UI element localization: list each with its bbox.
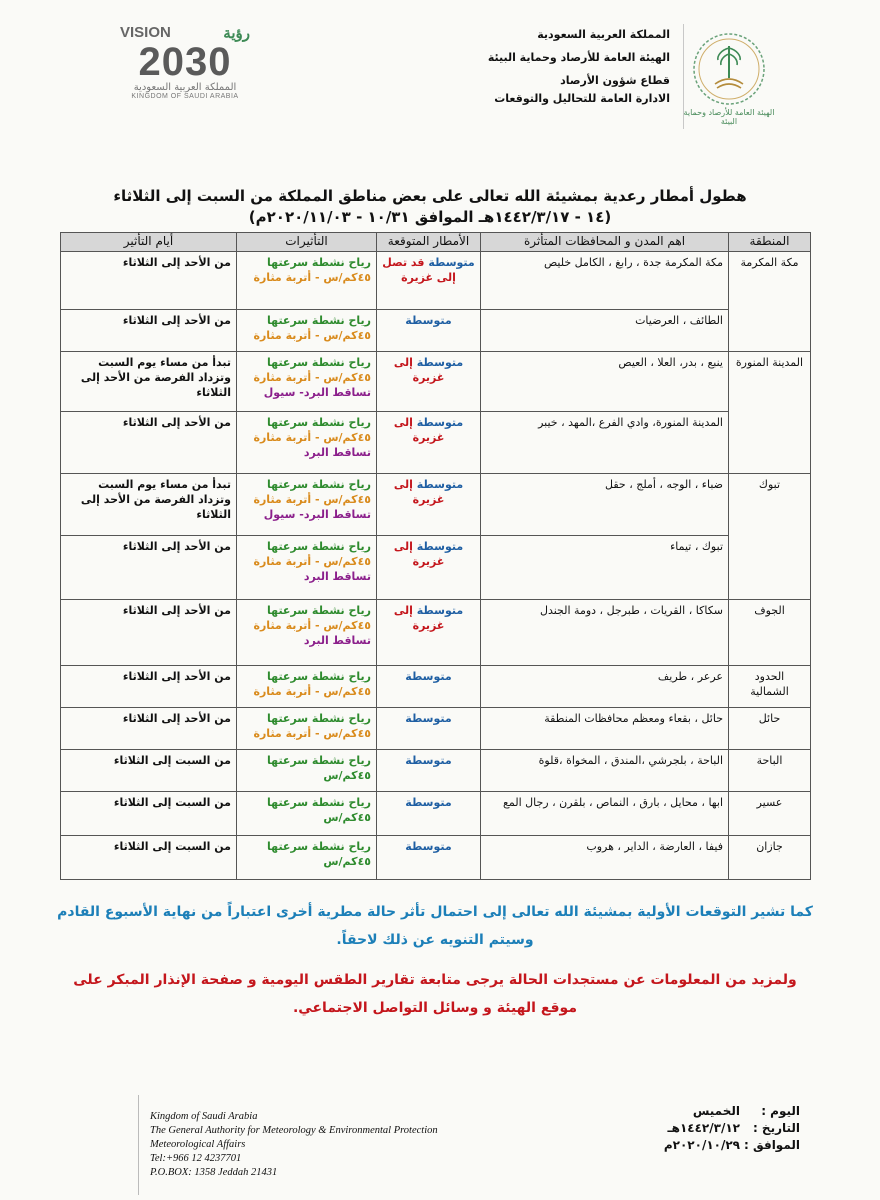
region-cell: الحدود الشمالية [729, 666, 811, 708]
effects-cell: رياح نشطة سرعتها ٤٥كم/س [237, 836, 377, 880]
footer-phone: Tel:+966 12 4237701 [150, 1153, 242, 1164]
rain-cell: متوسطة إلى غزيرة [377, 600, 481, 666]
table-row [61, 352, 811, 412]
header-region: المنطقة [729, 233, 811, 252]
rain-cell: متوسطة [377, 792, 481, 836]
date-value: ١٤٤٢/٣/١٢هـ [667, 1121, 740, 1135]
day-label: اليوم : [761, 1104, 800, 1118]
table-row [61, 666, 811, 708]
rain-cell: متوسطة [377, 750, 481, 792]
cities-cell: ينبع ، بدر، العلا ، العيص [481, 352, 729, 412]
cities-cell: حائل ، بقعاء ومعظم محافظات المنطقة [481, 708, 729, 750]
vision-year: 2030 [138, 40, 232, 84]
effects-cell: رياح نشطة سرعتها ٤٥كم/س - أتربة مثارة تساقط البرد [237, 536, 377, 600]
region-cell: الباحة [729, 750, 811, 792]
cities-cell: ضباء ، الوجه ، أملج ، حقل [481, 474, 729, 536]
days-cell: من الأحد إلى الثلاثاء [61, 600, 237, 666]
org-line: الهيئة العامة للأرصاد وحماية البيئة [487, 51, 670, 64]
effects-cell: رياح نشطة سرعتها ٤٥كم/س - أتربة مثارة تساقط البرد [237, 600, 377, 666]
page-title: هطول أمطار رعدية بمشيئة الله تعالى على بعض مناطق المملكة من السبت إلى الثلاثاء [113, 187, 747, 205]
region-cell: جازان [729, 836, 811, 880]
forecast-table [60, 232, 811, 880]
org-line: المملكة العربية السعودية [537, 28, 670, 41]
greg-value: ٢٠٢٠/١٠/٢٩م [663, 1138, 740, 1152]
days-cell: من السبت إلى الثلاثاء [61, 792, 237, 836]
table-row [61, 792, 811, 836]
region-cell: حائل [729, 708, 811, 750]
effects-cell: رياح نشطة سرعتها ٤٥كم/س - أتربة مثارة تساقط البرد- سيول [237, 352, 377, 412]
effects-cell: رياح نشطة سرعتها ٤٥كم/س - أتربة مثارة تساقط البرد- سيول [237, 474, 377, 536]
days-cell: من الأحد إلى الثلاثاء [61, 708, 237, 750]
pme-logo-icon [690, 30, 768, 108]
vision-word-ar: رؤية [223, 25, 250, 42]
forecast-note: كما تشير التوقعات الأولية بمشيئة الله تعالى إلى احتمال تأثر حالة مطرية أخرى اعتباراً من نهاية الأسبوع القادم وسيتم التنويه عن ذلك لاحقاً. [57, 904, 813, 948]
day-value: الخميس [692, 1104, 740, 1118]
effects-cell: رياح نشطة سرعتها ٤٥كم/س [237, 792, 377, 836]
cities-cell: مكة المكرمة جدة ، رابغ ، الكامل خليص [481, 252, 729, 310]
region-cell: مكة المكرمة [729, 252, 811, 352]
effects-cell: رياح نشطة سرعتها ٤٥كم/س - أتربة مثارة [237, 666, 377, 708]
cities-cell: المدينة المنورة، وادي الفرع ،المهد ، خيبر [481, 412, 729, 474]
greg-label: الموافق : [744, 1138, 800, 1152]
footer-date-block [620, 1103, 800, 1154]
effects-cell: رياح نشطة سرعتها ٤٥كم/س [237, 750, 377, 792]
days-cell: من السبت إلى الثلاثاء [61, 836, 237, 880]
header-cities: اهم المدن و المحافظات المتأثرة [481, 233, 729, 252]
days-cell: من السبت إلى الثلاثاء [61, 750, 237, 792]
footer-contact [150, 1110, 438, 1180]
days-cell: تبدأ من مساء يوم السبت وتزداد الفرصة من الأحد إلى الثلاثاء [61, 474, 237, 536]
region-cell: تبوك [729, 474, 811, 600]
rain-cell: متوسطة إلى غزيرة [377, 352, 481, 412]
footer-line: Kingdom of Saudi Arabia [150, 1111, 258, 1122]
table-row [61, 750, 811, 792]
cities-cell: عرعر ، طريف [481, 666, 729, 708]
days-cell: من الأحد إلى الثلاثاء [61, 536, 237, 600]
date-label: التاريخ : [752, 1121, 800, 1135]
footer-pobox: P.O.BOX: 1358 Jeddah 21431 [150, 1167, 278, 1178]
table-row [61, 474, 811, 536]
vision-2030-logo [120, 24, 250, 100]
vision-subtitle-ar: المملكة العربية السعودية [133, 82, 237, 93]
effects-cell: رياح نشطة سرعتها ٤٥كم/س - أتربة مثارة [237, 708, 377, 750]
rain-cell: متوسطة [377, 836, 481, 880]
table-row [61, 412, 811, 474]
cities-cell: سكاكا ، القريات ، طبرجل ، دومة الجندل [481, 600, 729, 666]
footer-divider [138, 1095, 139, 1195]
rain-cell: متوسطة قد تصل إلى غزيرة [377, 252, 481, 310]
rain-cell: متوسطة [377, 310, 481, 352]
table-row [61, 708, 811, 750]
days-cell: من الأحد إلى الثلاثاء [61, 310, 237, 352]
cities-cell: الطائف ، العرضيات [481, 310, 729, 352]
table-row [61, 536, 811, 600]
rain-cell: متوسطة إلى غزيرة [377, 412, 481, 474]
region-cell: الجوف [729, 600, 811, 666]
days-cell: تبدأ من مساء يوم السبت وتزداد الفرصة من الأحد إلى الثلاثاء [61, 352, 237, 412]
cities-cell: فيفا ، العارضة ، الداير ، هروب [481, 836, 729, 880]
cities-cell: تبوك ، تيماء [481, 536, 729, 600]
cities-cell: ابها ، محايل ، بارق ، النماص ، بلقرن ، رجال المع [481, 792, 729, 836]
rain-cell: متوسطة إلى غزيرة [377, 474, 481, 536]
rain-cell: متوسطة [377, 708, 481, 750]
vision-subtitle-en: KINGDOM OF SAUDI ARABIA [131, 93, 239, 100]
table-row [61, 836, 811, 880]
cities-cell: الباحة ، بلجرشي ،المندق ، المخواة ،قلوة [481, 750, 729, 792]
table-row [61, 310, 811, 352]
table-row [61, 252, 811, 310]
rain-cell: متوسطة إلى غزيرة [377, 536, 481, 600]
days-cell: من الأحد إلى الثلاثاء [61, 252, 237, 310]
days-cell: من الأحد إلى الثلاثاء [61, 666, 237, 708]
days-cell: من الأحد إلى الثلاثاء [61, 412, 237, 474]
header-effects: التأثيرات [237, 233, 377, 252]
header-rain: الأمطار المتوقعة [377, 233, 481, 252]
footer-line: The General Authority for Meteorology & Environmental Protection [150, 1125, 438, 1136]
vision-word-en: VISION [120, 24, 171, 41]
org-line: الادارة العامة للتحاليل والتوقعات [494, 92, 670, 105]
effects-cell: رياح نشطة سرعتها ٤٥كم/س - أتربة مثارة تساقط البرد [237, 412, 377, 474]
organization-header [420, 26, 670, 108]
info-note: ولمزيد من المعلومات عن مستجدات الحالة يرجى متابعة تقارير الطقس اليومية و صفحة الإنذار المبكر على موقع الهيئة و وسائل التواصل الاجتماعي. [73, 972, 797, 1016]
region-cell: المدينة المنورة [729, 352, 811, 474]
page-subtitle-dates: (١٤ - ١٤٤٢/٣/١٧هـ الموافق ١٠/٣١ - ٢٠٢٠/١١/٠٣م) [248, 208, 612, 226]
header-days: أيام التأثير [61, 233, 237, 252]
rain-cell: متوسطة [377, 666, 481, 708]
footer-line: Meteorological Affairs [150, 1139, 246, 1150]
table-row [61, 600, 811, 666]
region-cell: عسير [729, 792, 811, 836]
table-header-row [61, 233, 811, 252]
effects-cell: رياح نشطة سرعتها ٤٥كم/س - أتربة مثارة [237, 252, 377, 310]
effects-cell: رياح نشطة سرعتها ٤٥كم/س - أتربة مثارة [237, 310, 377, 352]
logo-caption: الهيئة العامة للأرصاد وحماية البيئة [683, 108, 775, 126]
org-line: قطاع شؤون الأرصاد [560, 74, 670, 87]
